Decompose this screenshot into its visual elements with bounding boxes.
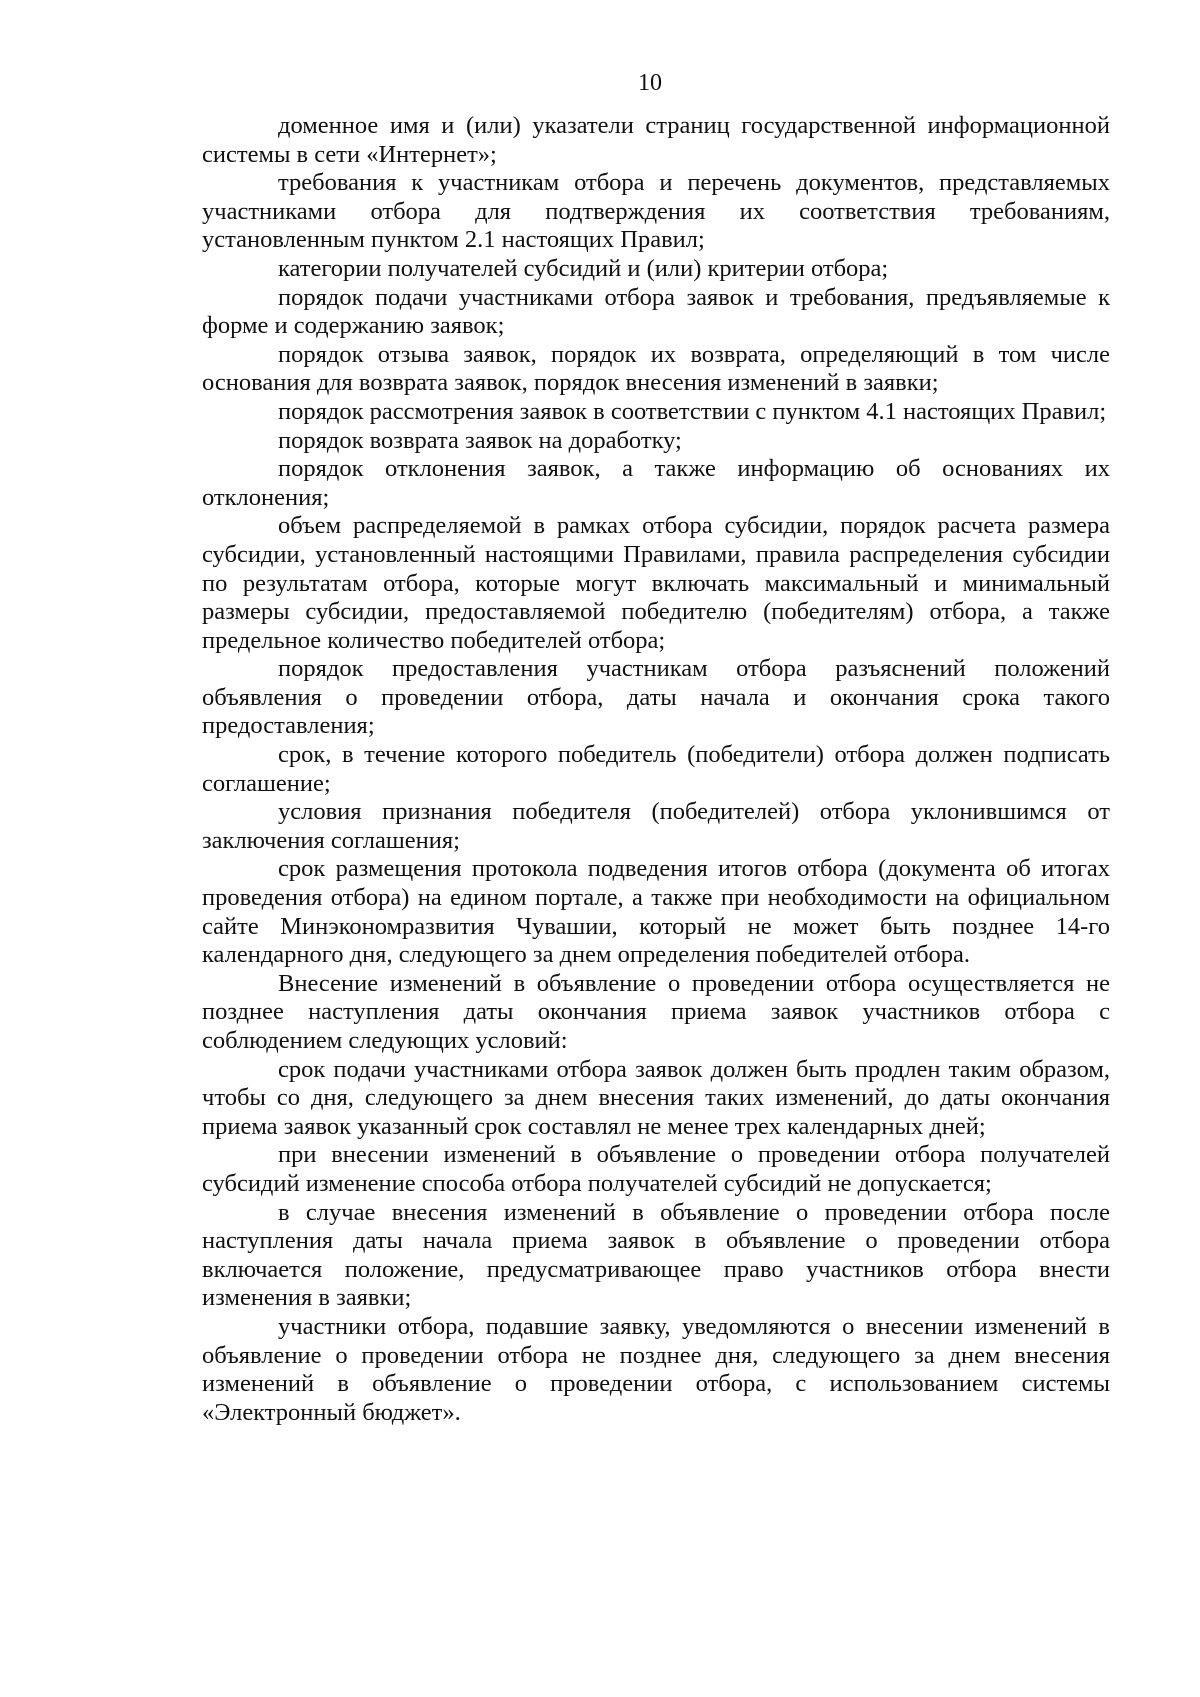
- paragraph: при внесении изменений в объявление о проведении отбора получателей субсидий изменение способа отбора получателей субсидий не допускается;: [202, 1141, 1110, 1197]
- paragraph: срок размещения протокола подведения итогов отбора (документа об итогах проведения отбора) на едином портале, а также при необходимости на официальном сайте Минэкономразвития Чувашии, который не может быть позднее 14-го календарного дня, следующего за днем определения победителей отбора.: [202, 855, 1110, 969]
- paragraph: участники отбора, подавшие заявку, уведомляются о внесении изменений в объявление о проведении отбора не позднее дня, следующего за днем внесения изменений в объявление о проведении отбора, с использованием системы «Электронный бюджет».: [202, 1312, 1110, 1426]
- paragraph: в случае внесения изменений в объявление о проведении отбора после наступления даты начала приема заявок в объявление о проведении отбора включается положение, предусматривающее право участников отбора внести изменения в заявки;: [202, 1198, 1110, 1312]
- document-body: [202, 112, 1110, 1427]
- paragraph: срок подачи участниками отбора заявок должен быть продлен таким образом, чтобы со дня, следующего за днем внесения таких изменений, до даты окончания приема заявок указанный срок составлял не менее трех календарных дней;: [202, 1055, 1110, 1140]
- paragraph: порядок рассмотрения заявок в соответствии с пунктом 4.1 настоящих Правил;: [278, 397, 1107, 425]
- paragraph: порядок подачи участниками отбора заявок и требования, предъявляемые к форме и содержанию заявок;: [202, 283, 1110, 340]
- paragraph: срок, в течение которого победитель (победители) отбора должен подписать соглашение;: [202, 741, 1110, 797]
- paragraph: категории получателей субсидий и (или) критерии отбора;: [278, 254, 889, 282]
- paragraph: порядок предоставления участникам отбора разъяснений положений объявления о проведении отбора, даты начала и окончания срока такого предоставления;: [202, 655, 1110, 740]
- paragraph: порядок возврата заявок на доработку;: [278, 426, 682, 454]
- paragraph: доменное имя и (или) указатели страниц государственной информационной системы в сети «Интернет»;: [202, 112, 1110, 168]
- paragraph: порядок отклонения заявок, а также информацию об основаниях их отклонения;: [202, 455, 1110, 511]
- page-number: 10: [638, 70, 662, 96]
- paragraph: объем распределяемой в рамках отбора субсидии, порядок расчета размера субсидии, установленный настоящими Правилами, правила распределения субсидии по результатам отбора, которые могут включать максимальный и минимальный размеры субсидии, предоставляемой победителю (победителям) отбора, а также предельное количество победителей отбора;: [202, 512, 1110, 654]
- paragraph: порядок отзыва заявок, порядок их возврата, определяющий в том числе основания для возврата заявок, порядок внесения изменений в заявки;: [202, 340, 1110, 397]
- paragraph: требования к участникам отбора и перечень документов, представляемых участниками отбора для подтверждения их соответствия требованиям, установленным пунктом 2.1 настоящих Правил;: [202, 169, 1110, 254]
- paragraph: условия признания победителя (победителей) отбора уклонившимся от заключения соглашения;: [202, 798, 1110, 854]
- paragraph: Внесение изменений в объявление о проведении отбора осуществляется не позднее наступления даты окончания приема заявок участников отбора с соблюдением следующих условий:: [202, 969, 1110, 1054]
